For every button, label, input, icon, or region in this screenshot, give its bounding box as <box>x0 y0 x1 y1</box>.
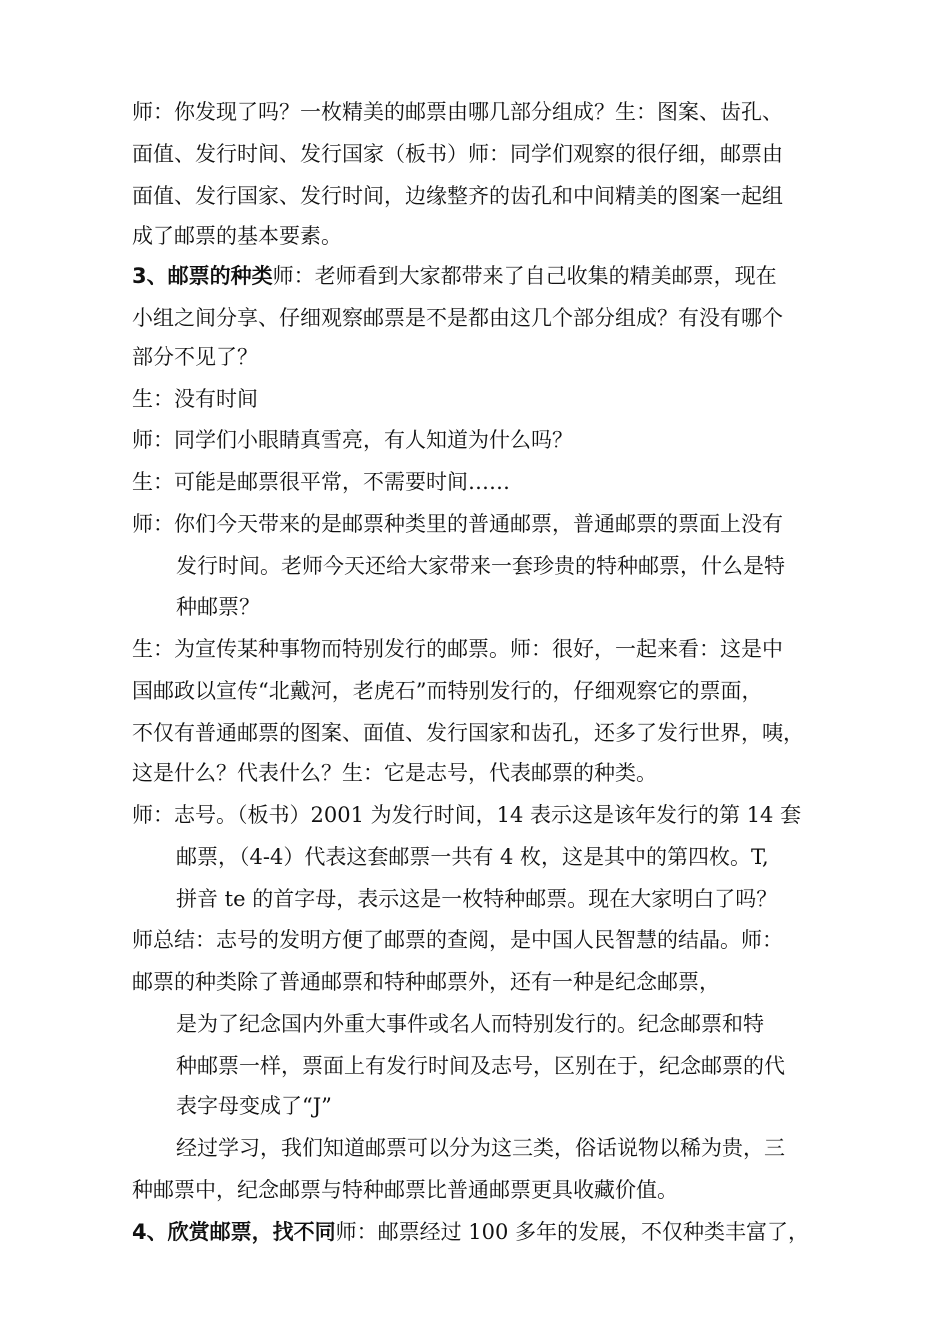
text-line: 成了邮票的基本要素。 <box>132 224 342 248</box>
text-line: 师：同学们小眼睛真雪亮，有人知道为什么吗？ <box>132 428 573 452</box>
text-line: 面值、发行时间、发行国家（板书）师：同学们观察的很仔细，邮票由 <box>132 142 783 166</box>
text-line: 种邮票一样，票面上有发行时间及志号，区别在于，纪念邮票的代 <box>176 1054 785 1078</box>
section-heading-line: 3、邮票的种类师：老师看到大家都带来了自己收集的精美邮票，现在 <box>132 264 777 288</box>
section-heading: 4、欣赏邮票，找不同 <box>132 1220 336 1244</box>
text-line: 拼音 te 的首字母，表示这是一枚特种邮票。现在大家明白了吗？ <box>176 887 778 911</box>
text-line: 面值、发行国家、发行时间，边缘整齐的齿孔和中间精美的图案一起组 <box>132 184 783 208</box>
section-heading: 3、邮票的种类 <box>132 264 273 288</box>
text-line: 是为了纪念国内外重大事件或名人而特别发行的。纪念邮票和特 <box>176 1012 764 1036</box>
text-line: 发行时间。老师今天还给大家带来一套珍贵的特种邮票，什么是特 <box>176 554 785 578</box>
text-line: 生：为宣传某种事物而特别发行的邮票。师：很好，一起来看：这是中 <box>132 637 783 661</box>
text-line: 师：志号。（板书）2001 为发行时间，14 表示这是该年发行的第 14 套 <box>132 803 802 827</box>
section-heading-line: 4、欣赏邮票，找不同师：邮票经过 100 多年的发展，不仅种类丰富了， <box>132 1220 810 1244</box>
text-line: 部分不见了？ <box>132 345 258 369</box>
text-line: 邮票的种类除了普通邮票和特种邮票外，还有一种是纪念邮票， <box>132 970 720 994</box>
text-line: 生：没有时间 <box>132 387 258 411</box>
text-line: 师：你们今天带来的是邮票种类里的普通邮票，普通邮票的票面上没有 <box>132 512 783 536</box>
text-line: 师：你发现了吗？一枚精美的邮票由哪几部分组成？生：图案、齿孔、 <box>132 100 783 124</box>
text-line: 种邮票中，纪念邮票与特种邮票比普通邮票更具收藏价值。 <box>132 1178 678 1202</box>
text-line: 国邮政以宣传“北戴河，老虎石”而特别发行的，仔细观察它的票面， <box>132 679 763 703</box>
text-line: 不仅有普通邮票的图案、面值、发行国家和齿孔，还多了发行世界，咦， <box>132 721 804 745</box>
text-line: 生：可能是邮票很平常，不需要时间…… <box>132 470 510 494</box>
text-line: 这是什么？代表什么？生：它是志号，代表邮票的种类。 <box>132 761 657 785</box>
text-line: 邮票，（4-4）代表这套邮票一共有 4 枚，这是其中的第四枚。T, <box>176 845 769 869</box>
text-line: 师总结：志号的发明方便了邮票的查阅，是中国人民智慧的结晶。师： <box>132 928 783 952</box>
text-line: 小组之间分享、仔细观察邮票是不是都由这几个部分组成？有没有哪个 <box>132 306 783 330</box>
text-line: 表字母变成了“J” <box>176 1094 332 1118</box>
text-line: 经过学习，我们知道邮票可以分为这三类，俗话说物以稀为贵，三 <box>176 1136 785 1160</box>
text-line: 种邮票？ <box>176 595 260 619</box>
